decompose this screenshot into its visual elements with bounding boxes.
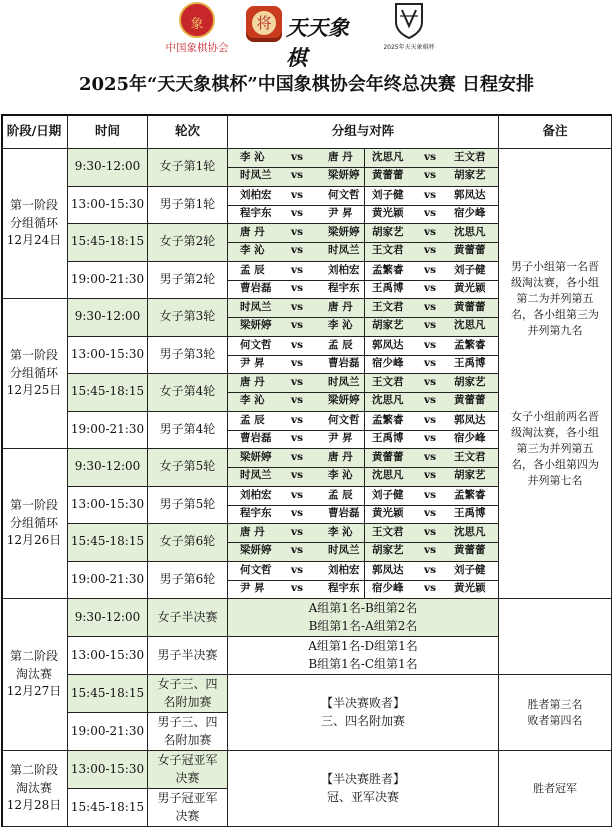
player-name: 梁妍婷 xyxy=(240,544,272,556)
player-name: 郭凤达 xyxy=(372,563,404,576)
women-group-note xyxy=(499,374,612,524)
round-line: 名附加赛 xyxy=(163,694,212,709)
player-name: 何文哲 xyxy=(328,413,360,426)
player-name: 沈思凡 xyxy=(372,394,404,406)
round-matchups xyxy=(228,562,499,600)
player-name: 黄蕾蕾 xyxy=(454,394,486,406)
player-name: 何文哲 xyxy=(240,563,272,576)
player-name: 王文君 xyxy=(454,451,486,463)
player-name: 唐 丹 xyxy=(240,376,265,388)
round-name: 女子第6轮 xyxy=(148,524,228,562)
round-time: 13:00-15:30 xyxy=(68,751,148,789)
versus-label: vs xyxy=(291,244,304,256)
player-name: 唐 丹 xyxy=(328,301,353,313)
pairing-line: 【半决赛败者】 xyxy=(320,696,405,711)
round-time: 19:00-21:30 xyxy=(68,562,148,600)
player-name: 王文君 xyxy=(372,244,404,256)
column-header: 阶段/日期 xyxy=(1,114,68,149)
player-name: 刘柏宏 xyxy=(328,263,360,276)
versus-label: vs xyxy=(424,488,437,501)
round-line: 男子冠亚军 xyxy=(157,791,218,806)
round-matchups xyxy=(228,524,499,562)
stage-line: 淘汰赛 xyxy=(15,780,52,795)
men-group-note xyxy=(499,224,612,374)
player-name: 时凤兰 xyxy=(328,376,360,388)
player-name: 刘子健 xyxy=(454,563,486,576)
player-name: 胡家艺 xyxy=(372,544,404,556)
versus-label: vs xyxy=(424,188,437,201)
player-name: 黄光颖 xyxy=(454,281,486,294)
pairing-line: 冠、亚军决赛 xyxy=(326,789,399,804)
pairing-line: A组第1名-B组第2名 xyxy=(308,601,418,616)
column-header: 时间 xyxy=(68,114,148,149)
round-name: 男子第6轮 xyxy=(148,562,228,600)
placement-note xyxy=(499,675,612,751)
versus-label: vs xyxy=(291,526,304,538)
stage-line: 分组循环 xyxy=(9,365,58,380)
player-name: 尹 昇 xyxy=(328,431,353,444)
round-time: 19:00-21:30 xyxy=(68,262,148,300)
stage-line: 12月28日 xyxy=(6,798,62,813)
page-title: 2025年“天天象棋杯”中国象棋协会年终总决赛 日程安排 xyxy=(78,74,535,95)
player-name: 郭凤达 xyxy=(454,188,486,201)
player-name: 李 沁 xyxy=(240,244,265,256)
round-line: 名附加赛 xyxy=(163,732,212,747)
player-name: 梁妍婷 xyxy=(328,169,360,181)
round-time: 15:45-18:15 xyxy=(68,789,148,827)
player-name: 王禹博 xyxy=(372,431,404,444)
player-name: 曹岩磊 xyxy=(240,431,272,444)
versus-label: vs xyxy=(424,338,437,351)
matchup-row xyxy=(228,318,499,336)
round-name: 男子第4轮 xyxy=(148,412,228,450)
pairing-line: 【半决赛胜者】 xyxy=(320,772,405,787)
pairing-line: A组第1名-D组第1名 xyxy=(308,639,418,654)
matchup-row xyxy=(228,506,499,524)
versus-label: vs xyxy=(291,413,304,426)
versus-label: vs xyxy=(291,338,304,351)
player-name: 孟 辰 xyxy=(328,488,353,501)
round-name: 男子第3轮 xyxy=(148,337,228,375)
player-name: 刘柏宏 xyxy=(240,188,272,201)
round-line: 女子三、四 xyxy=(157,677,218,692)
round-time: 13:00-15:30 xyxy=(68,637,148,675)
round-time: 15:45-18:15 xyxy=(68,675,148,713)
versus-label: vs xyxy=(424,319,437,331)
matchup-row xyxy=(228,468,499,486)
player-name: 王禹博 xyxy=(372,281,404,294)
stage-date xyxy=(1,299,68,449)
round-matchups xyxy=(228,149,499,187)
final-note xyxy=(499,751,612,827)
versus-label: vs xyxy=(424,394,437,406)
round-time: 13:00-15:30 xyxy=(68,487,148,525)
player-name: 唐 丹 xyxy=(240,526,265,538)
round-line: 决赛 xyxy=(175,808,200,823)
note-line: 败者第四名 xyxy=(527,713,583,727)
player-name: 王禹博 xyxy=(454,506,486,519)
versus-label: vs xyxy=(424,413,437,426)
player-name: 尹 昇 xyxy=(240,356,265,369)
round-line: 决赛 xyxy=(175,770,200,785)
round-matchups xyxy=(228,412,499,450)
versus-label: vs xyxy=(424,469,437,481)
player-name: 李 沁 xyxy=(328,469,353,481)
round-name: 男子半决赛 xyxy=(148,637,228,675)
player-name: 沈思凡 xyxy=(454,226,486,238)
round-name xyxy=(148,713,228,751)
note-line: 胜者第三名 xyxy=(527,697,583,711)
round-matchups xyxy=(228,224,499,262)
knockout-pairing xyxy=(228,637,499,675)
player-name: 沈思凡 xyxy=(454,319,486,331)
versus-label: vs xyxy=(424,431,437,444)
player-name: 王文君 xyxy=(372,526,404,538)
cup-logo-caption: 2025年天天象棋杯 xyxy=(383,44,435,51)
column-header: 分组与对阵 xyxy=(228,114,499,149)
shield-icon xyxy=(392,2,426,40)
versus-label: vs xyxy=(424,301,437,313)
player-name: 刘柏宏 xyxy=(328,563,360,576)
versus-label: vs xyxy=(291,544,304,556)
versus-label: vs xyxy=(291,188,304,201)
round-matchups xyxy=(228,187,499,225)
player-name: 郭凤达 xyxy=(372,338,404,351)
player-name: 程宇东 xyxy=(240,206,272,219)
round-time: 9:30-12:00 xyxy=(68,149,148,187)
note-line: 胜者冠军 xyxy=(533,781,577,795)
versus-label: vs xyxy=(291,376,304,388)
player-name: 曹岩磊 xyxy=(328,506,360,519)
note-line: 并列第七名 xyxy=(527,473,583,487)
player-name: 梁妍婷 xyxy=(328,394,360,406)
final-pairing xyxy=(228,751,499,827)
round-name: 男子第2轮 xyxy=(148,262,228,300)
player-name: 时凤兰 xyxy=(240,169,272,181)
round-name xyxy=(148,751,228,789)
schedule-table xyxy=(1,114,612,825)
versus-label: vs xyxy=(291,226,304,238)
versus-label: vs xyxy=(291,563,304,576)
round-name xyxy=(148,675,228,713)
round-line: 男子三、四 xyxy=(157,715,218,730)
player-name: 沈思凡 xyxy=(454,526,486,538)
player-name: 胡家艺 xyxy=(454,469,486,481)
player-name: 刘柏宏 xyxy=(240,488,272,501)
versus-label: vs xyxy=(424,206,437,219)
matchup-row xyxy=(228,168,499,186)
versus-label: vs xyxy=(291,263,304,276)
round-matchups xyxy=(228,299,499,337)
versus-label: vs xyxy=(424,451,437,463)
versus-label: vs xyxy=(291,431,304,444)
note-line: 男子小组第一名晋 xyxy=(511,260,599,274)
stage-date xyxy=(1,751,68,827)
round-time: 9:30-12:00 xyxy=(68,299,148,337)
versus-label: vs xyxy=(291,281,304,294)
player-name: 王文君 xyxy=(372,301,404,313)
stage-line: 12月26日 xyxy=(6,533,62,548)
player-name: 宿少峰 xyxy=(454,431,486,444)
round-time: 9:30-12:00 xyxy=(68,599,148,637)
player-name: 黄蕾蕾 xyxy=(454,301,486,313)
player-name: 时凤兰 xyxy=(240,469,272,481)
round-time: 13:00-15:30 xyxy=(68,337,148,375)
round-name: 女子第2轮 xyxy=(148,224,228,262)
round-name: 女子第4轮 xyxy=(148,374,228,412)
player-name: 刘子健 xyxy=(372,488,404,501)
player-name: 胡家艺 xyxy=(372,319,404,331)
pairing-line: B组第1名-A组第2名 xyxy=(308,618,418,633)
column-header: 备注 xyxy=(499,114,612,149)
player-name: 王文君 xyxy=(454,151,486,163)
player-name: 黄光颖 xyxy=(372,506,404,519)
note-line: 第二为并列第五 xyxy=(516,292,594,306)
note-line: 第三为并列第五 xyxy=(516,442,594,456)
stage-line: 第二阶段 xyxy=(9,763,58,778)
player-name: 黄蕾蕾 xyxy=(372,169,404,181)
player-name: 宿少峰 xyxy=(372,356,404,369)
pairing-line: B组第1名-C组第1名 xyxy=(308,656,418,671)
round-matchups xyxy=(228,337,499,375)
player-name: 李 沁 xyxy=(240,151,265,163)
player-name: 沈思凡 xyxy=(372,151,404,163)
stage-line: 第一阶段 xyxy=(9,498,58,513)
player-name: 曹岩磊 xyxy=(328,356,360,369)
player-name: 程宇东 xyxy=(328,581,360,594)
note-line: 名，各小组第四为 xyxy=(511,457,599,471)
stage-line: 淘汰赛 xyxy=(15,666,52,681)
player-name: 刘子健 xyxy=(454,263,486,276)
versus-label: vs xyxy=(291,206,304,219)
round-time: 19:00-21:30 xyxy=(68,412,148,450)
round-time: 15:45-18:15 xyxy=(68,374,148,412)
player-name: 时凤兰 xyxy=(328,244,360,256)
round-matchups xyxy=(228,374,499,412)
player-name: 孟繁睿 xyxy=(454,488,486,501)
player-name: 孟 辰 xyxy=(240,263,265,276)
versus-label: vs xyxy=(424,263,437,276)
versus-label: vs xyxy=(291,356,304,369)
stage-line: 12月27日 xyxy=(6,684,62,699)
round-matchups xyxy=(228,449,499,487)
player-name: 王文君 xyxy=(372,376,404,388)
stage-line: 第一阶段 xyxy=(9,348,58,363)
round-time: 13:00-15:30 xyxy=(68,187,148,225)
versus-label: vs xyxy=(424,244,437,256)
round-name: 女子第3轮 xyxy=(148,299,228,337)
player-name: 孟 辰 xyxy=(240,413,265,426)
note-blank xyxy=(499,599,612,675)
round-time: 19:00-21:30 xyxy=(68,713,148,751)
column-header: 轮次 xyxy=(148,114,228,149)
stage-date xyxy=(1,149,68,299)
versus-label: vs xyxy=(291,506,304,519)
versus-label: vs xyxy=(424,226,437,238)
note-line: 名，各小组第三为 xyxy=(511,307,599,321)
placement-pairing xyxy=(228,675,499,751)
player-name: 宿少峰 xyxy=(372,581,404,594)
player-name: 李 沁 xyxy=(240,394,265,406)
versus-label: vs xyxy=(424,526,437,538)
versus-label: vs xyxy=(424,544,437,556)
player-name: 胡家艺 xyxy=(372,226,404,238)
tiantian-logo-name: 天天象棋 xyxy=(286,15,349,70)
matchup-row xyxy=(228,206,499,224)
note-line: 级淘汰赛，各小组 xyxy=(511,426,599,440)
player-name: 孟繁睿 xyxy=(454,338,486,351)
stage-date xyxy=(1,449,68,599)
player-name: 时凤兰 xyxy=(240,301,272,313)
tiantian-xiangqi-logo xyxy=(246,6,358,70)
round-time: 15:45-18:15 xyxy=(68,224,148,262)
player-name: 程宇东 xyxy=(328,281,360,294)
player-name: 黄蕾蕾 xyxy=(372,451,404,463)
stage-line: 12月24日 xyxy=(6,233,62,248)
stage-line: 第二阶段 xyxy=(9,649,58,664)
player-name: 黄蕾蕾 xyxy=(454,544,486,556)
stage-line: 12月25日 xyxy=(6,383,62,398)
round-time: 9:30-12:00 xyxy=(68,449,148,487)
chess-piece-icon: 将 xyxy=(246,6,282,42)
versus-label: vs xyxy=(291,301,304,313)
versus-label: vs xyxy=(291,151,304,163)
round-matchups xyxy=(228,262,499,300)
versus-label: vs xyxy=(291,319,304,331)
player-name: 何文哲 xyxy=(328,188,360,201)
round-name: 女子半决赛 xyxy=(148,599,228,637)
round-name xyxy=(148,789,228,827)
player-name: 唐 丹 xyxy=(328,151,353,163)
versus-label: vs xyxy=(291,451,304,463)
matchup-row xyxy=(228,431,499,449)
versus-label: vs xyxy=(291,581,304,594)
player-name: 黄蕾蕾 xyxy=(454,244,486,256)
player-name: 李 沁 xyxy=(328,319,353,331)
versus-label: vs xyxy=(424,506,437,519)
player-name: 程宇东 xyxy=(240,506,272,519)
round-name: 女子第5轮 xyxy=(148,449,228,487)
matchup-row xyxy=(228,543,499,561)
round-time: 15:45-18:15 xyxy=(68,524,148,562)
note-blank xyxy=(499,149,612,224)
pairing-line: 三、四名附加赛 xyxy=(320,713,405,728)
player-name: 刘子健 xyxy=(372,188,404,201)
player-name: 胡家艺 xyxy=(454,376,486,388)
matchup-row xyxy=(228,393,499,411)
round-name: 男子第1轮 xyxy=(148,187,228,225)
player-name: 梁妍婷 xyxy=(240,319,272,331)
player-name: 孟繁睿 xyxy=(372,413,404,426)
player-name: 尹 昇 xyxy=(328,206,353,219)
player-name: 尹 昇 xyxy=(240,581,265,594)
player-name: 何文哲 xyxy=(240,338,272,351)
player-name: 曹岩磊 xyxy=(240,281,272,294)
player-name: 孟繁睿 xyxy=(372,263,404,276)
note-line: 女子小组前两名晋 xyxy=(511,410,599,424)
cxa-logo-caption: 中国象棋协会 xyxy=(165,42,229,54)
cxa-logo xyxy=(163,2,231,56)
round-name: 女子第1轮 xyxy=(148,149,228,187)
cxa-emblem-icon: 象 xyxy=(179,2,215,38)
round-name: 男子第5轮 xyxy=(148,487,228,525)
versus-label: vs xyxy=(291,394,304,406)
player-name: 李 沁 xyxy=(328,526,353,538)
player-name: 郭凤达 xyxy=(454,413,486,426)
note-line: 级淘汰赛，各小组 xyxy=(511,276,599,290)
versus-label: vs xyxy=(424,169,437,181)
versus-label: vs xyxy=(424,281,437,294)
cup-logo xyxy=(378,2,440,56)
player-name: 梁妍婷 xyxy=(328,226,360,238)
round-line: 女子冠亚军 xyxy=(157,753,218,768)
player-name: 梁妍婷 xyxy=(240,451,272,463)
stage-line: 第一阶段 xyxy=(9,198,58,213)
player-name: 沈思凡 xyxy=(372,469,404,481)
versus-label: vs xyxy=(424,581,437,594)
round-matchups xyxy=(228,487,499,525)
player-name: 黄光颖 xyxy=(372,206,404,219)
versus-label: vs xyxy=(291,169,304,181)
versus-label: vs xyxy=(424,563,437,576)
player-name: 时凤兰 xyxy=(328,544,360,556)
versus-label: vs xyxy=(424,151,437,163)
player-name: 唐 丹 xyxy=(240,226,265,238)
stage-line: 分组循环 xyxy=(9,515,58,530)
stage-date xyxy=(1,599,68,751)
versus-label: vs xyxy=(424,376,437,388)
player-name: 孟 辰 xyxy=(328,338,353,351)
matchup-row xyxy=(228,243,499,261)
note-blank xyxy=(499,524,612,599)
player-name: 唐 丹 xyxy=(328,451,353,463)
knockout-pairing xyxy=(228,599,499,637)
versus-label: vs xyxy=(424,356,437,369)
header-logos xyxy=(0,0,613,70)
matchup-row xyxy=(228,281,499,299)
player-name: 胡家艺 xyxy=(454,169,486,181)
versus-label: vs xyxy=(291,488,304,501)
matchup-row xyxy=(228,356,499,374)
versus-label: vs xyxy=(291,469,304,481)
matchup-row xyxy=(228,581,499,599)
player-name: 黄光颖 xyxy=(454,581,486,594)
stage-line: 分组循环 xyxy=(9,215,58,230)
player-name: 王禹博 xyxy=(454,356,486,369)
note-line: 并列第九名 xyxy=(527,323,583,337)
player-name: 宿少峰 xyxy=(454,206,486,219)
